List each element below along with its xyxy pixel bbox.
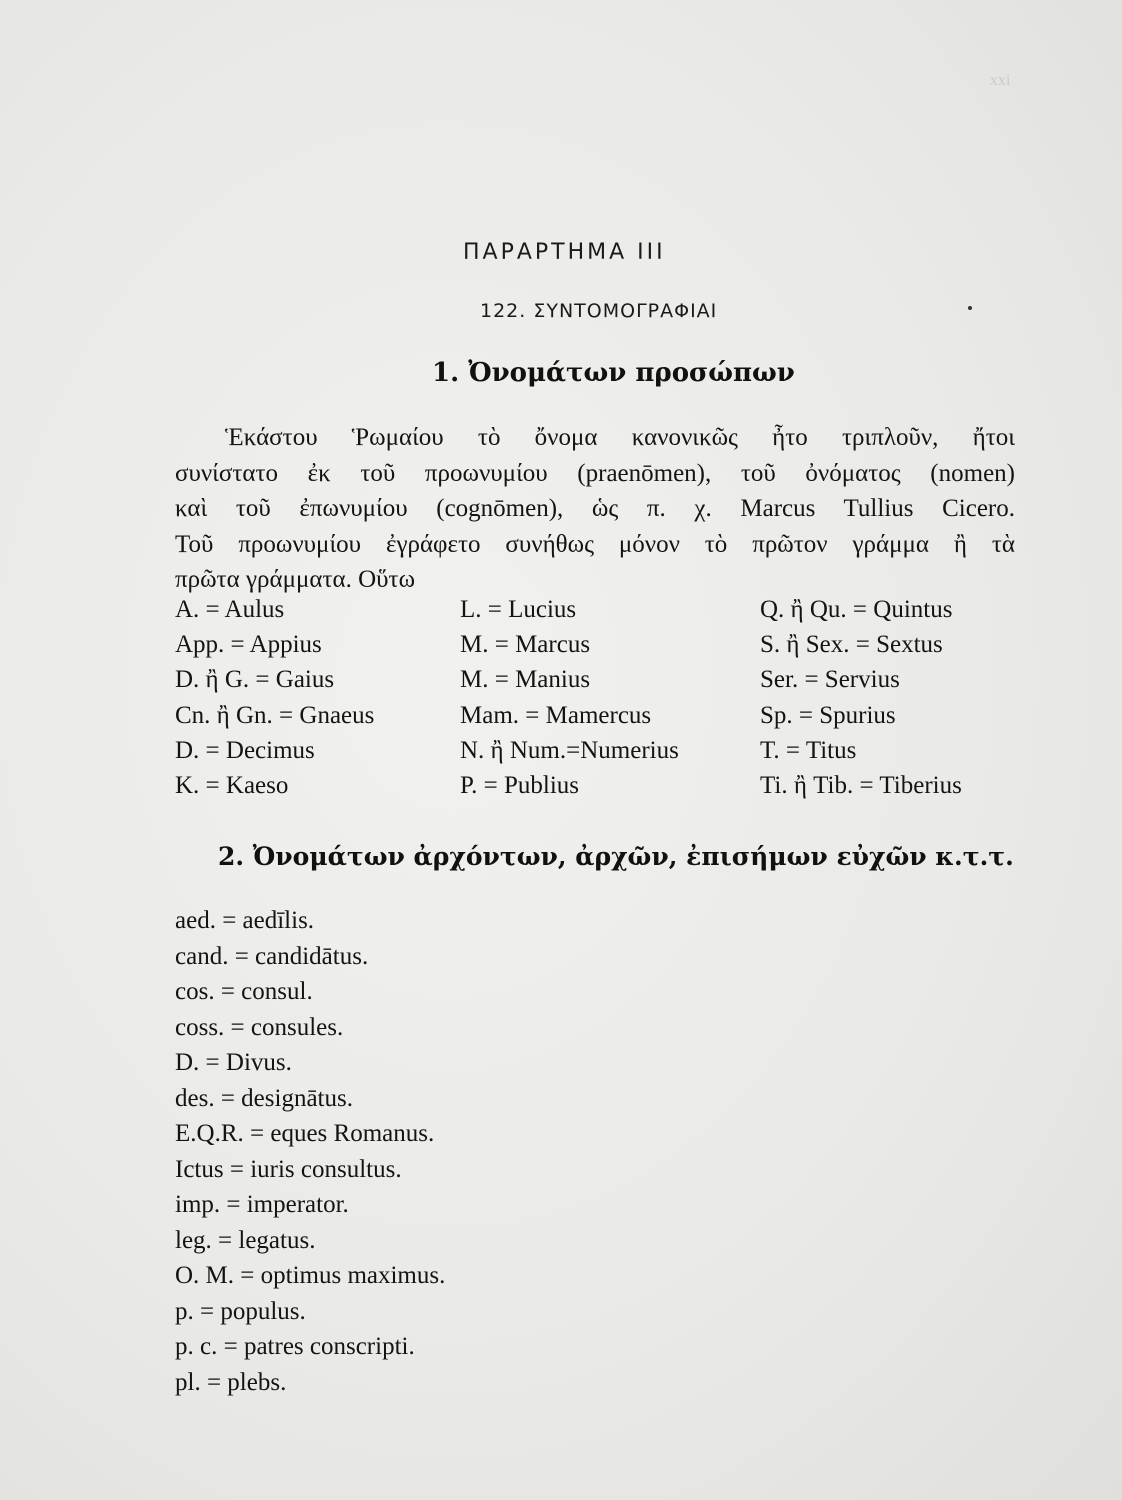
abbreviation-entry: imp. = imperator. [175, 1191, 349, 1218]
praenomen-entry: S. ἢ Sex. = Sextus [760, 631, 943, 659]
praenomen-entry: M. = Manius [460, 666, 591, 694]
praenomen-entry: P. = Publius [460, 771, 580, 799]
page-number-mark: xxi [990, 72, 1011, 89]
praenomen-entry: Ser. = Servius [760, 666, 900, 694]
praenomen-entry: T. = Titus [760, 736, 857, 764]
praenomen-entry: N. ἢ Num.=Numerius [460, 736, 679, 764]
praenomen-entry: D. = Decimus [175, 736, 315, 764]
paragraph-line: Τοῦ προωνυμίου ἐγράφετο συνήθως μόνον τὸ πρῶτον γράμμα ἢ τὰ [175, 530, 1015, 558]
stray-dot [968, 306, 972, 310]
paragraph-line: συνίστατο ἐκ τοῦ προωνυμίου (praenōmen), τοῦ ὀνόματος (nomen) [175, 459, 1015, 487]
paragraph-line: Ἑκάστου Ῥωμαίου τὸ ὄνομα κανονικῶς ἦτο τριπλοῦν, ἤτοι [225, 424, 1015, 451]
praenomen-entry: Ti. ἢ Tib. = Tiberius [760, 771, 962, 799]
abbreviation-entry: p. c. = patres conscripti. [175, 1333, 415, 1360]
praenomen-entry: App. = Appius [175, 631, 322, 659]
praenomen-entry: Q. ἢ Qu. = Quintus [760, 596, 953, 623]
praenomen-column-3 [760, 592, 1030, 803]
abbreviation-entry: aed. = aedīlis. [175, 907, 315, 934]
abbreviation-entry: leg. = legatus. [175, 1226, 316, 1254]
praenomen-entry: L. = Lucius [460, 596, 577, 623]
paragraph-line: πρῶτα γράμματα. Οὕτω [175, 566, 416, 593]
praenomen-entry: Mam. = Mamercus [460, 701, 652, 729]
abbreviation-entry: pl. = plebs. [175, 1368, 287, 1396]
abbreviation-entry: E.Q.R. = eques Romanus. [175, 1120, 435, 1147]
praenomen-entry: A. = Aulus [175, 596, 285, 623]
abbreviation-entry: p. = populus. [175, 1297, 306, 1325]
abbreviation-entry: coss. = consules. [175, 1013, 344, 1041]
praenomen-entry: M. = Marcus [460, 631, 591, 659]
section2-heading: 2. Ὀνομάτων ἀρχόντων, ἀρχῶν, ἐπισήμων εὐχῶν κ.τ.τ. [218, 842, 1014, 871]
magistrates-abbreviation-list [175, 903, 445, 1400]
section-title: 122. ΣΥΝΤΟΜΟΓΡΑΦΙΑΙ [480, 300, 718, 322]
praenomen-entry: Cn. ἢ Gn. = Gnaeus [175, 701, 375, 729]
paragraph-line: καὶ τοῦ ἐπωνυμίου (cognōmen), ὡς π. χ. Marcus Tullius Cicero. [175, 495, 1015, 522]
section1-heading: 1. Ὀνομάτων προσώπων [432, 358, 795, 388]
abbreviation-entry: Ictus = iuris consultus. [175, 1155, 402, 1183]
praenomen-entry: Sp. = Spurius [760, 701, 896, 729]
praenomen-entry: D. ἢ G. = Gaius [175, 666, 335, 694]
abbreviation-entry: D. = Divus. [175, 1049, 292, 1076]
appendix-title: ΠΑΡΑΡΤΗΜΑ ΙΙΙ [463, 240, 666, 265]
praenomen-entry: K. = Kaeso [175, 771, 289, 799]
intro-paragraph [175, 420, 1015, 598]
abbreviation-entry: cos. = consul. [175, 978, 313, 1005]
abbreviation-entry: O. M. = optimus maximus. [175, 1262, 446, 1289]
abbreviation-entry: des. = designātus. [175, 1084, 353, 1112]
praenomen-column-1 [175, 592, 475, 803]
abbreviation-entry: cand. = candidātus. [175, 942, 369, 970]
praenomen-column-2 [460, 592, 760, 803]
